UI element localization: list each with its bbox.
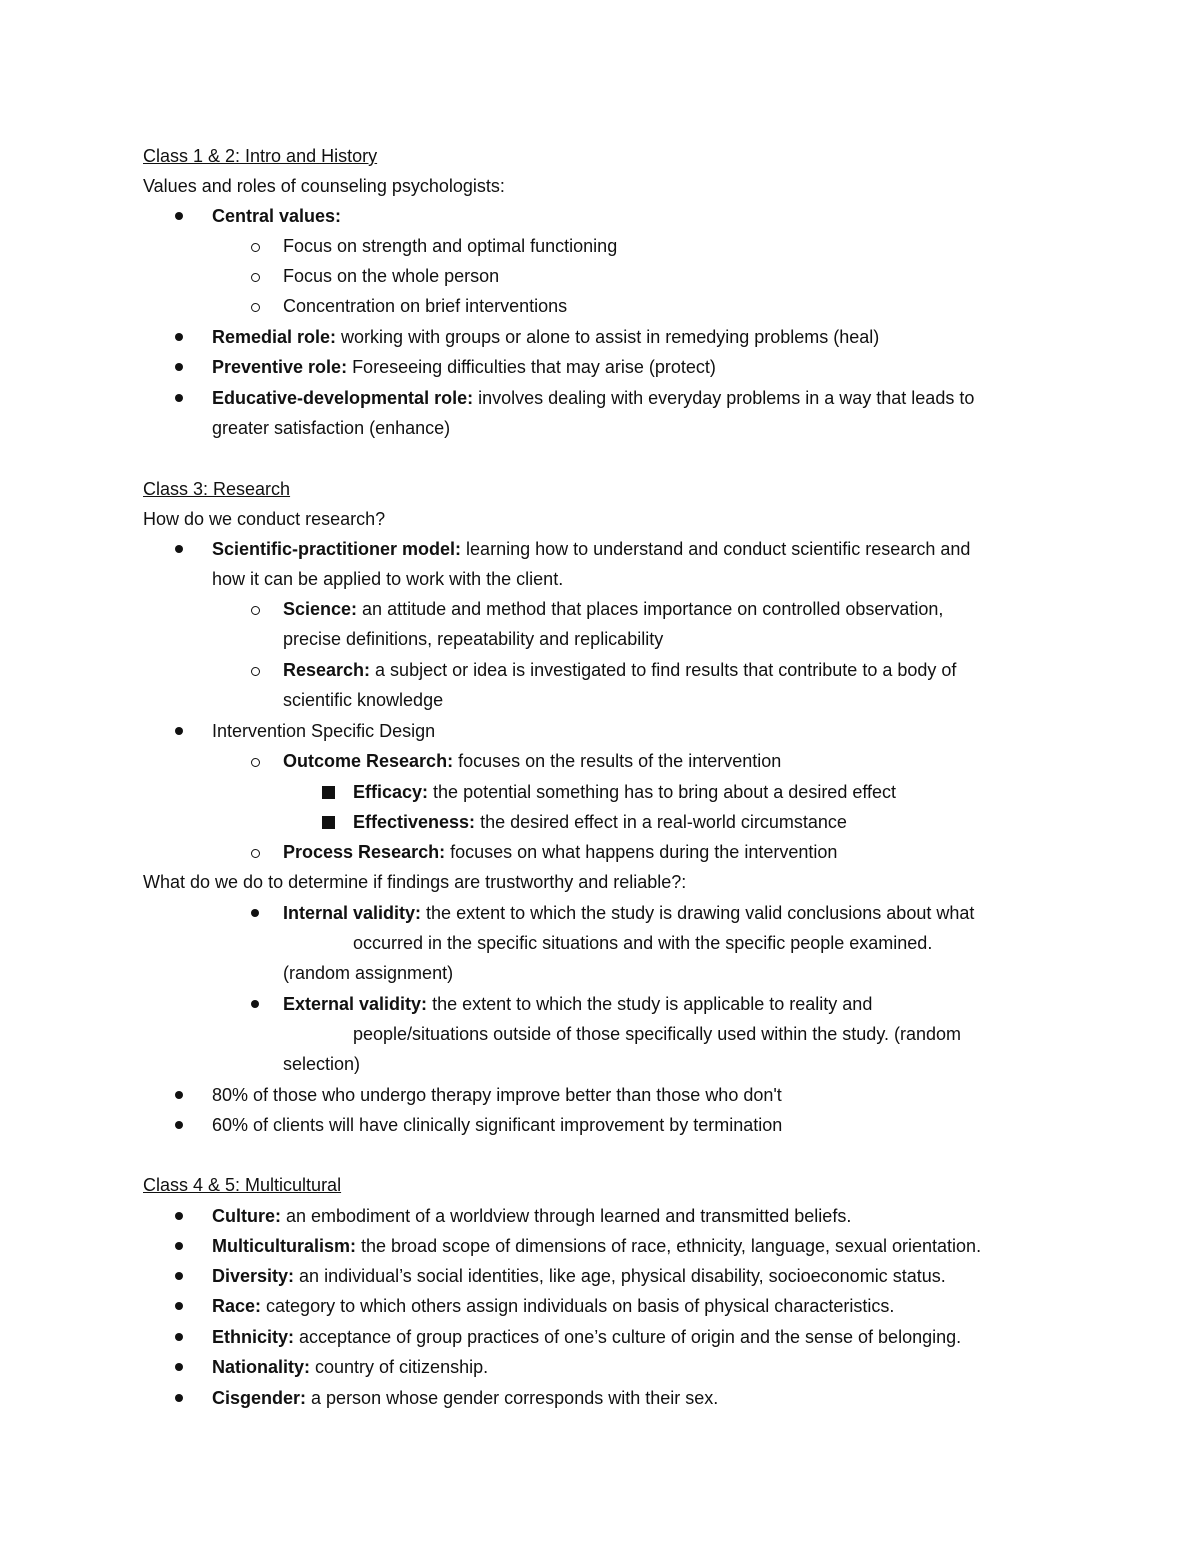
bullet-dot-icon	[175, 1121, 183, 1129]
bullet-dot-icon	[175, 1363, 183, 1371]
bullet-circle-icon	[251, 273, 260, 282]
list-item: Focus on strength and optimal functioning	[283, 236, 618, 256]
term-definition-continued: how it can be applied to work with the client.	[212, 569, 564, 589]
bullet-dot-icon	[175, 394, 183, 402]
list-item: Concentration on brief interventions	[283, 296, 568, 316]
bullet-dot-icon	[175, 1302, 183, 1310]
section-heading-class3: Class 3: Research	[143, 479, 291, 499]
bullet-dot-icon	[175, 333, 183, 341]
list-item	[212, 1383, 718, 1413]
bullet-circle-icon	[251, 606, 260, 615]
term-definition: acceptance of group practices of one’s culture of origin and the sense of belonging.	[294, 1327, 962, 1347]
list-item	[353, 777, 896, 807]
term-label: Multiculturalism:	[212, 1236, 357, 1256]
term-label: Research:	[283, 660, 371, 680]
term-label: External validity:	[283, 994, 428, 1014]
bullet-circle-icon	[251, 303, 260, 312]
list-item	[212, 1352, 488, 1382]
term-definition: the extent to which the study is drawing valid conclusions about what	[421, 903, 975, 923]
term-definition-continued: scientific knowledge	[283, 690, 444, 710]
term-definition: an embodiment of a worldview through learned and transmitted beliefs.	[281, 1206, 852, 1226]
term-label: Effectiveness:	[353, 812, 476, 832]
term-definition-continued: selection)	[283, 1054, 361, 1074]
term-label: Efficacy:	[353, 782, 429, 802]
term-definition: a person whose gender corresponds with their sex.	[306, 1388, 719, 1408]
list-item	[212, 1231, 981, 1261]
term-definition: focuses on the results of the intervention	[453, 751, 782, 771]
term-definition-continued: precise definitions, repeatability and replicability	[283, 629, 664, 649]
term-label: Educative-developmental role:	[212, 388, 474, 408]
term-definition-continued: people/situations outside of those specifically used within the study. (random	[353, 1024, 962, 1044]
list-item	[212, 1201, 851, 1231]
term-definition: working with groups or alone to assist in remedying problems (heal)	[336, 327, 880, 347]
term-definition: an individual’s social identities, like age, physical disability, socioeconomic status.	[294, 1266, 946, 1286]
term-definition: the extent to which the study is applicable to reality and	[427, 994, 873, 1014]
term-label: Cisgender:	[212, 1388, 307, 1408]
term-label: Internal validity:	[283, 903, 422, 923]
term-label: Remedial role:	[212, 327, 337, 347]
term-definition: Foreseeing difficulties that may arise (protect)	[347, 357, 716, 377]
bullet-dot-icon	[175, 212, 183, 220]
term-label: Process Research:	[283, 842, 446, 862]
bullet-circle-icon	[251, 758, 260, 767]
bullet-dot-icon	[251, 1000, 259, 1008]
list-item	[353, 807, 847, 837]
term-label: Diversity:	[212, 1266, 295, 1286]
bullet-square-icon	[322, 816, 335, 829]
list-item	[212, 352, 716, 382]
term-label: Outcome Research:	[283, 751, 454, 771]
question-text: What do we do to determine if findings are trustworthy and reliable?:	[143, 872, 687, 892]
section-intro: Values and roles of counseling psychologists:	[143, 176, 505, 196]
list-item	[212, 1261, 946, 1291]
list-item	[212, 1291, 894, 1321]
term-label: Race:	[212, 1296, 262, 1316]
bullet-dot-icon	[175, 363, 183, 371]
central-values-label: Central values:	[212, 206, 342, 226]
term-label: Scientific-practitioner model:	[212, 539, 462, 559]
term-label: Culture:	[212, 1206, 281, 1226]
list-item: 60% of clients will have clinically significant improvement by termination	[212, 1115, 783, 1135]
term-label: Science:	[283, 599, 358, 619]
term-definition: the broad scope of dimensions of race, ethnicity, language, sexual orientation.	[356, 1236, 982, 1256]
term-definition: the desired effect in a real-world circumstance	[475, 812, 847, 832]
bullet-dot-icon	[175, 1272, 183, 1280]
list-item	[212, 322, 879, 352]
term-definition: learning how to understand and conduct scientific research and	[461, 539, 971, 559]
list-item	[212, 383, 974, 413]
list-item: 80% of those who undergo therapy improve better than those who don't	[212, 1085, 782, 1105]
list-item	[283, 594, 943, 624]
list-item	[283, 837, 837, 867]
bullet-dot-icon	[175, 545, 183, 553]
bullet-circle-icon	[251, 849, 260, 858]
term-definition: country of citizenship.	[310, 1357, 489, 1377]
term-definition: a subject or idea is investigated to find results that contribute to a body of	[370, 660, 957, 680]
term-definition-continued: greater satisfaction (enhance)	[212, 418, 451, 438]
bullet-square-icon	[322, 786, 335, 799]
term-definition-continued: occurred in the specific situations and with the specific people examined.	[353, 933, 933, 953]
section-heading-class12: Class 1 & 2: Intro and History	[143, 146, 378, 166]
term-label: Ethnicity:	[212, 1327, 295, 1347]
list-item	[283, 746, 781, 776]
bullet-dot-icon	[175, 1242, 183, 1250]
bullet-circle-icon	[251, 243, 260, 252]
list-item	[212, 1322, 961, 1352]
list-item: Intervention Specific Design	[212, 721, 436, 741]
term-definition: an attitude and method that places importance on controlled observation,	[357, 599, 944, 619]
list-item	[283, 898, 974, 928]
section-heading-class45: Class 4 & 5: Multicultural	[143, 1175, 342, 1195]
list-item	[283, 989, 872, 1019]
term-definition: category to which others assign individuals on basis of physical characteristics.	[261, 1296, 895, 1316]
bullet-dot-icon	[175, 1333, 183, 1341]
bullet-circle-icon	[251, 667, 260, 676]
bullet-dot-icon	[251, 909, 259, 917]
list-item	[212, 534, 970, 564]
bullet-dot-icon	[175, 1212, 183, 1220]
bullet-dot-icon	[175, 1091, 183, 1099]
bullet-dot-icon	[175, 1394, 183, 1402]
section-intro: How do we conduct research?	[143, 509, 386, 529]
term-label: Preventive role:	[212, 357, 348, 377]
term-label: Nationality:	[212, 1357, 311, 1377]
bullet-dot-icon	[175, 727, 183, 735]
term-definition-continued: (random assignment)	[283, 963, 454, 983]
term-definition: focuses on what happens during the intervention	[445, 842, 838, 862]
list-item: Focus on the whole person	[283, 266, 500, 286]
term-definition: the potential something has to bring about a desired effect	[428, 782, 897, 802]
list-item	[283, 655, 956, 685]
term-definition: involves dealing with everyday problems in a way that leads to	[473, 388, 975, 408]
